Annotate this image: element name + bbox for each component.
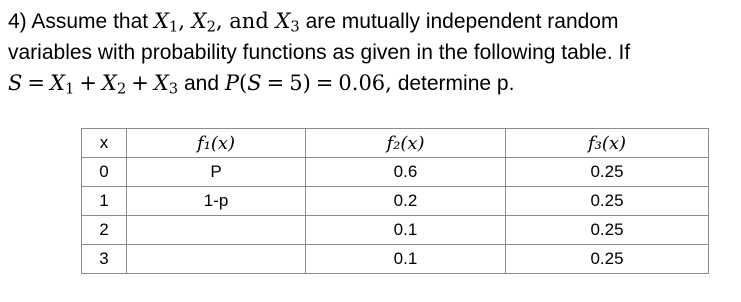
table-cell: 0.25	[506, 158, 709, 187]
header-f1: f₁(x)	[127, 129, 306, 158]
table-row	[82, 216, 709, 245]
table-cell: 1	[82, 187, 127, 216]
probability-condition: P(S = 5) = 0.06,	[224, 71, 392, 95]
table-cell: 0.25	[506, 245, 709, 274]
problem-line-1-text: Assume that	[31, 10, 149, 33]
problem-statement	[8, 6, 733, 99]
table-cell: P	[127, 158, 306, 187]
table-cell: 0.1	[306, 245, 506, 274]
problem-line-1-end: are mutually independent random	[305, 10, 619, 33]
header-x: x	[82, 129, 127, 158]
problem-number: 4)	[8, 10, 27, 33]
probability-table	[81, 128, 709, 274]
table-row	[82, 158, 709, 187]
sum-variable-s: S	[8, 71, 23, 95]
problem-line-3: $S = X_1 + X_2 + X_3$ and P(S = 5) = 0.06, determine p.	[8, 71, 515, 98]
table-header-row	[82, 129, 709, 158]
table-cell: 0.25	[506, 187, 709, 216]
problem-line-3-end: determine p.	[397, 72, 515, 95]
table-cell: 0.2	[306, 187, 506, 216]
table-cell: 0	[82, 158, 127, 187]
table-cell	[127, 245, 306, 274]
problem-line-1-variables: $X_1$, $X_2$, and $X_3$	[153, 9, 300, 36]
problem-line-2: variables with probability functions as given in the following table. If	[8, 41, 631, 64]
table-cell: 3	[82, 245, 127, 274]
table-cell: 2	[82, 216, 127, 245]
header-f2: f₂(x)	[306, 129, 506, 158]
table-cell: 0.25	[506, 216, 709, 245]
table-row	[82, 245, 709, 274]
sum-expression: $X_1 + X_2 + X_3$	[50, 71, 179, 98]
problem-line-3-and: and	[184, 72, 220, 95]
table-cell: 1-p	[127, 187, 306, 216]
header-f3: f₃(x)	[506, 129, 709, 158]
table-cell: 0.6	[306, 158, 506, 187]
table-row	[82, 187, 709, 216]
problem-line-1	[8, 6, 733, 37]
table-cell	[127, 216, 306, 245]
table-cell: 0.1	[306, 216, 506, 245]
